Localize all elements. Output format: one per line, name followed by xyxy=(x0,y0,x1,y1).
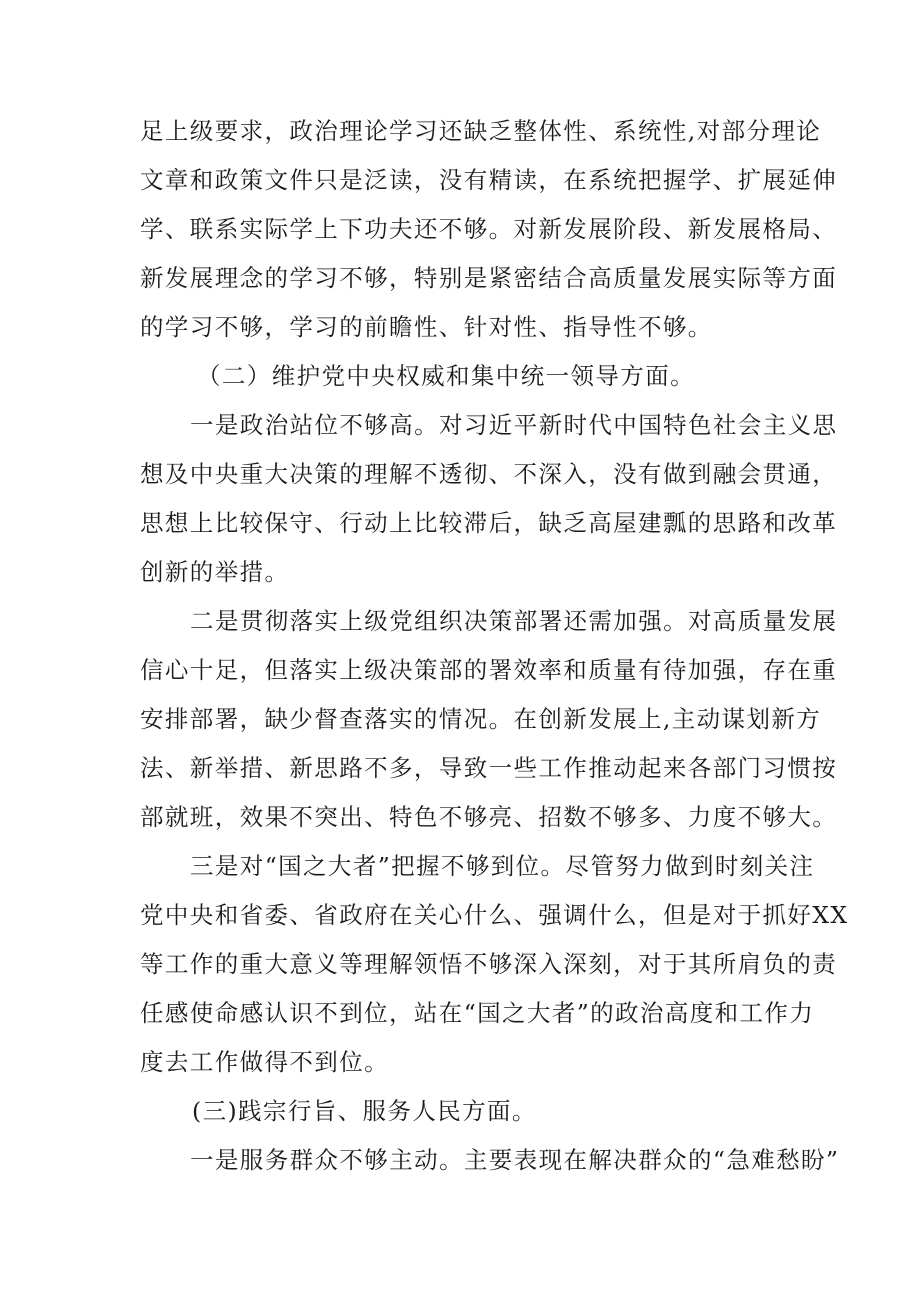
body-text-line: 想及中央重大决策的理解不透彻、不深入，没有做到融会贯通， xyxy=(140,460,838,488)
section-heading-2: （二）维护党中央权威和集中统一领导方面。 xyxy=(197,362,695,390)
paragraph-first-line: 二是贯彻落实上级党组织决策部署还需加强。对高质量发展 xyxy=(190,607,838,635)
paragraph-first-line: 一是服务群众不够主动。主要表现在解决群众的“急难愁盼” xyxy=(190,1146,840,1174)
body-text-line: 足上级要求，政治理论学习还缺乏整体性、系统性,对部分理论 xyxy=(140,117,822,145)
body-text-line: 创新的举措。 xyxy=(140,558,290,586)
body-text-line: 思想上比较保守、行动上比较滞后，缺乏高屋建瓢的思路和改革 xyxy=(140,509,838,537)
body-text-line: 新发展理念的学习不够，特别是紧密结合高质量发展实际等方面 xyxy=(140,264,838,292)
body-text-line: 党中央和省委、省政府在关心什么、强调什么，但是对于抓好XX xyxy=(140,901,849,929)
body-text-line: 的学习不够，学习的前瞻性、针对性、指导性不够。 xyxy=(140,313,713,341)
body-text-line: 度去工作做得不到位。 xyxy=(140,1048,389,1076)
body-text-line: 信心十足，但落实上级决策部的署效率和质量有待加强，存在重 xyxy=(140,656,838,684)
body-text-line: 法、新举措、新思路不多，导致一些工作推动起来各部门习惯按 xyxy=(140,754,838,782)
body-text-line: 学、联系实际学上下功夫还不够。对新发展阶段、新发展格局、 xyxy=(140,215,838,243)
paragraph-first-line: 一是政治站位不够高。对习近平新时代中国特色社会主义思 xyxy=(190,411,838,439)
section-heading-3: (三)践宗行旨、服务人民方面。 xyxy=(192,1097,537,1125)
body-text-line: 安排部署，缺少督查落实的情况。在创新发展上,主动谋划新方 xyxy=(140,705,822,733)
body-text-line: 等工作的重大意义等理解领悟不够深入深刻，对于其所肩负的责 xyxy=(140,950,838,978)
body-text-line: 部就班，效果不突出、特色不够亮、招数不够多、力度不够大。 xyxy=(140,803,838,831)
paragraph-first-line: 三是对“国之大者”把握不够到位。尽管努力做到时刻关注 xyxy=(190,852,815,880)
body-text-line: 文章和政策文件只是泛读，没有精读，在系统把握学、扩展延伸 xyxy=(140,166,838,194)
body-text-line: 任感使命感认识不到位，站在“国之大者”的政治高度和工作力 xyxy=(140,999,815,1027)
